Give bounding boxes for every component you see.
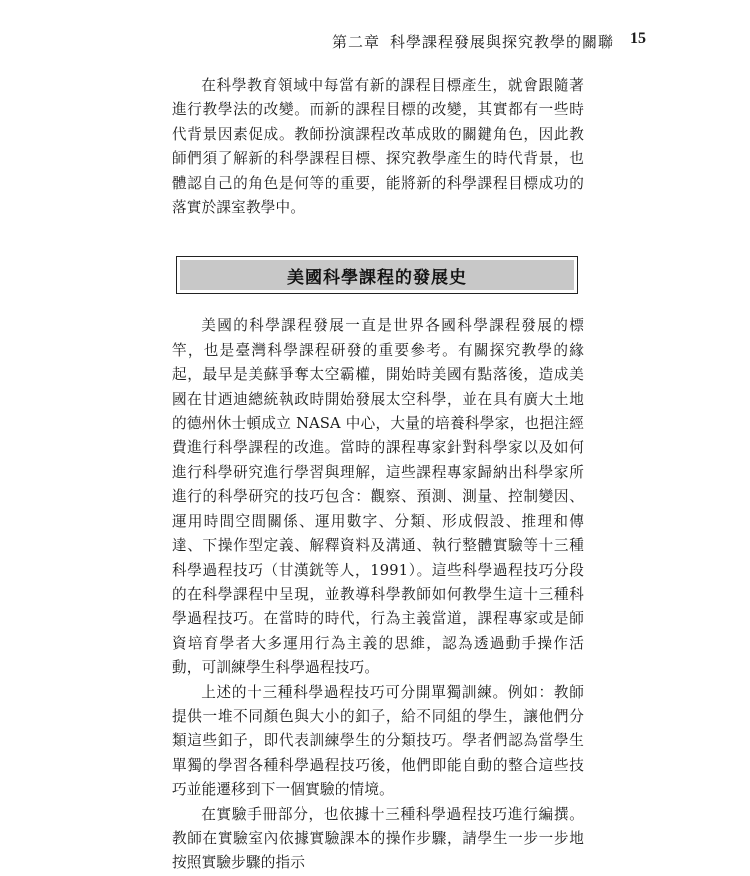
running-header	[0, 0, 750, 62]
header-text	[332, 31, 614, 52]
body-paragraph-3: 在實驗手冊部分，也依據十三種科學過程技巧進行編撰。教師在實驗室內依據實驗課本的操作步驟，請學生一步一步地按照實驗步驟的指示	[172, 805, 584, 872]
section-heading-box	[176, 256, 578, 294]
page-body	[172, 74, 584, 876]
body-paragraph-1: 美國的科學課程發展一直是世界各國科學課程發展的標竿，也是臺灣科學課程研發的重要參考。有關探究教學的緣起，最早是美蘇爭奪太空霸權，開始時美國有點落後，造成美國在甘迺迪總統執政時開始發展太空科學，並在具有廣大土地的德州休士頓成立 NASA 中心，大量的培養科學家，也挹注經費進行科學課程的改進。當時的課程專家針對科學家以及如何進行科學研究進行學習與理解，這些課程專家歸納出科學家所進行的科學研究的技巧包含：觀察、預測、測量、控制變因、運用時間空間關係、運用數字、分類、形成假設、推理和傳達、下操作型定義、解釋資料及溝通、執行整體實驗等十三種科學過程技巧（甘漢銧等人，1991）。這些科學過程技巧分段的在科學課程中呈現，並教導科學教師如何教學生這十三種科學過程技巧。在當時的時代，行為主義當道，課程專家或是師資培育學者大多運用行為主義的思維，認為透過動手操作活動，可訓練學生科學過程技巧。	[172, 317, 584, 677]
body-paragraph-2: 上述的十三種科學過程技巧可分開單獨訓練。例如：教師提供一堆不同顏色與大小的釦子，給不同組的學生，讓他們分類這些釦子，即代表訓練學生的分類技巧。學者們認為當學生單獨的學習各種科學過程技巧後，他們即能自動的整合這些技巧並能遷移到下一個實驗的情境。	[172, 683, 584, 799]
page-number: 15	[630, 30, 646, 47]
intro-paragraph: 在科學教育領域中每當有新的課程目標產生，就會跟隨著進行教學法的改變。而新的課程目標的改變，其實都有一些時代背景因素促成。教師扮演課程改革成敗的關鍵角色，因此教師們須了解新的科學課程目標、探究教學產生的時代背景，也體認自己的角色是何等的重要，能將新的科學課程目標成功的落實於課室教學中。	[172, 77, 584, 217]
section-heading: 美國科學課程的發展史	[180, 260, 574, 290]
chapter-title: 科學課程發展與探究教學的關聯	[389, 33, 614, 51]
chapter-label: 第二章	[331, 33, 380, 51]
